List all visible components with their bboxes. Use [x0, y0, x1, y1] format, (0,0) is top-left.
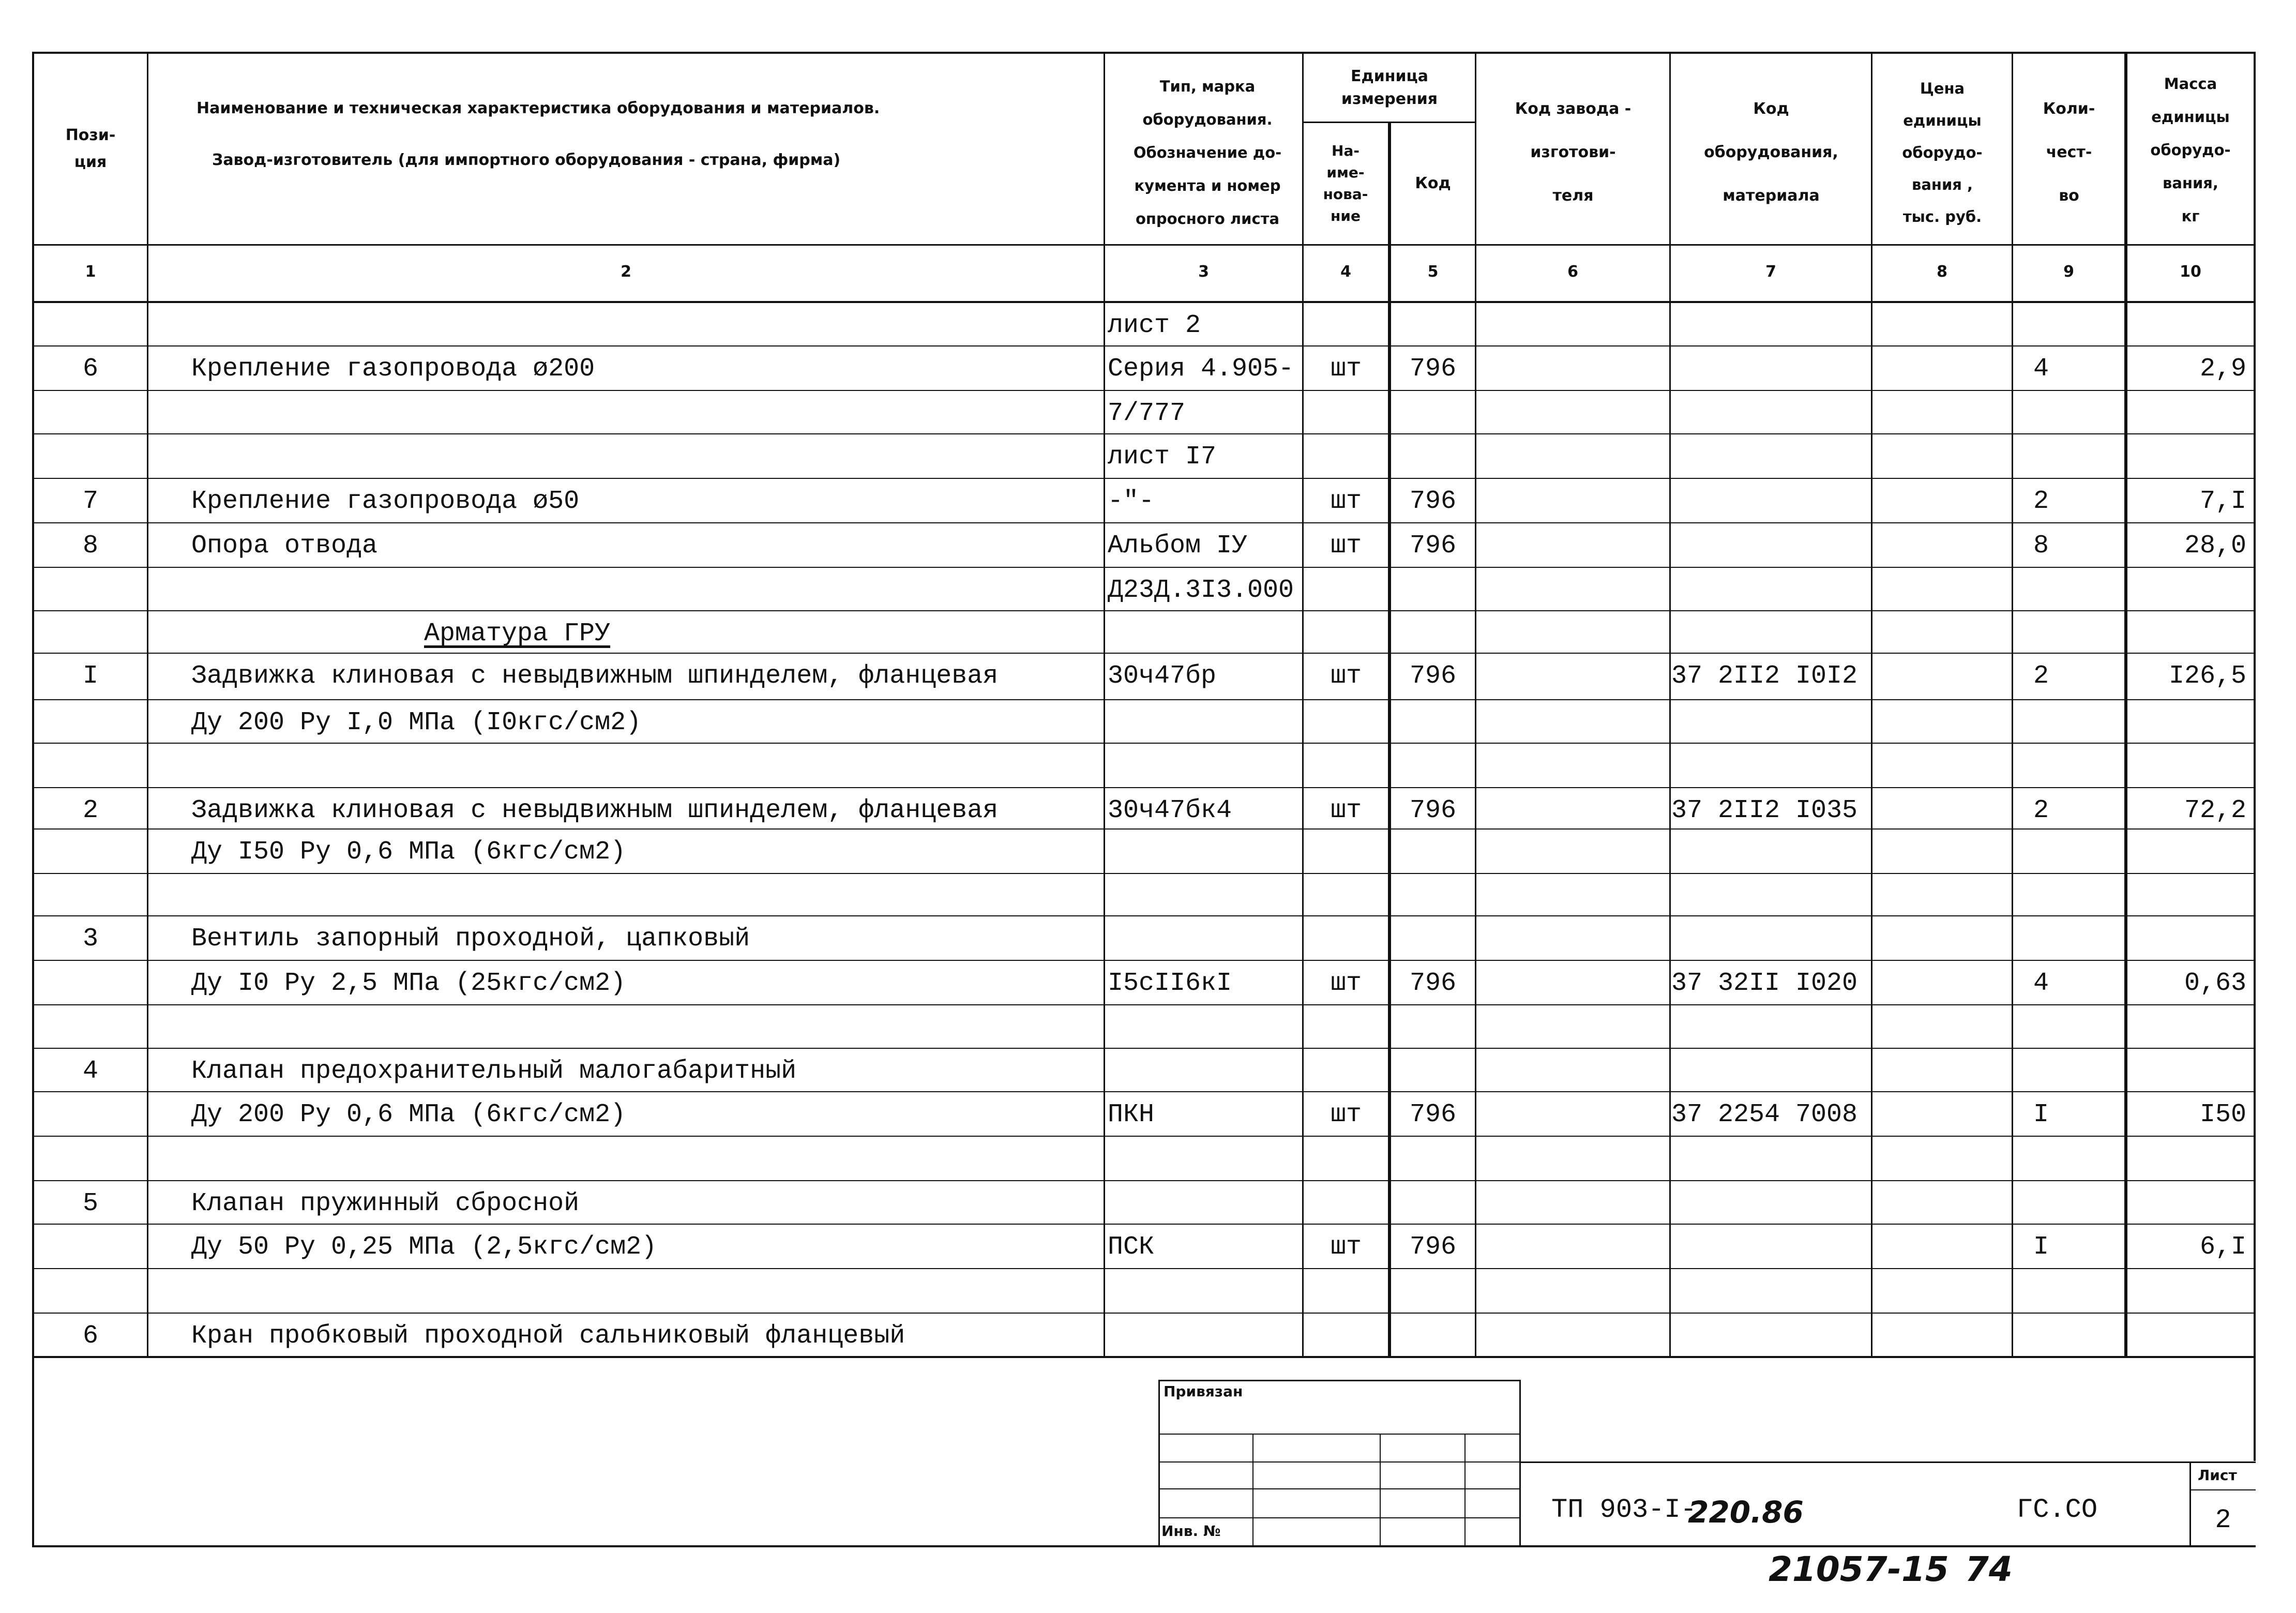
- cell-type: 30ч47бк4: [1108, 796, 1232, 825]
- cell-unit-code: [1391, 916, 1475, 962]
- cell-price: [1873, 391, 2011, 436]
- cell-unit-name: шт: [1330, 661, 1362, 691]
- cell-name: [191, 303, 1101, 349]
- cell-quantity: [2033, 830, 2123, 875]
- cell-type: лист 2: [1108, 311, 1201, 340]
- cell-type: [1108, 916, 1302, 962]
- cell-quantity: I: [2033, 1100, 2049, 1129]
- cell-unit-name: [1304, 568, 1388, 613]
- stamp-line: [1158, 1380, 1520, 1381]
- cell-unit-name: шт: [1330, 487, 1362, 516]
- frame-right: [2254, 52, 2256, 1461]
- frame-top: [32, 52, 2256, 54]
- cell-name: [191, 1269, 1101, 1315]
- cell-equipment-code: [1671, 1181, 1871, 1227]
- cell-unit-code: [1391, 568, 1475, 613]
- cell-unit-code: [1391, 1314, 1475, 1359]
- col-number: 2: [621, 263, 631, 281]
- cell-unit-name: [1304, 916, 1388, 962]
- col-number: 10: [2180, 263, 2201, 281]
- cell-position: I: [82, 661, 98, 691]
- cell-quantity: [2033, 391, 2123, 436]
- header-plant-code: Код завода - изготови- теля: [1515, 100, 1632, 205]
- cell-unit-code: 796: [1409, 354, 1456, 384]
- stamp-list-number: 2: [2215, 1505, 2231, 1535]
- cell-plant-code: [1478, 434, 1668, 480]
- cell-plant-code: [1478, 1137, 1668, 1182]
- cell-price: [1873, 1137, 2011, 1182]
- cell-unit-name: [1304, 830, 1388, 875]
- cell-price: [1873, 1181, 2011, 1227]
- cell-name: [191, 568, 1101, 613]
- cell-unit-name: [1304, 611, 1388, 657]
- cell-unit-code: [1391, 1137, 1475, 1182]
- cell-name: Ду I0 Ру 2,5 МПа (25кгс/см2): [191, 969, 626, 998]
- cell-quantity: [2033, 303, 2123, 349]
- cell-type: -"-: [1108, 487, 1155, 516]
- cell-name: [191, 874, 1101, 919]
- cell-type: Д23Д.3I3.000: [1108, 576, 1294, 605]
- cell-unit-code: 796: [1409, 1232, 1456, 1262]
- cell-position: [36, 1092, 145, 1138]
- footer-handwritten-right: 74: [1965, 1549, 2013, 1589]
- stamp-line: [1380, 1434, 1381, 1545]
- cell-unit-code: 796: [1409, 796, 1456, 825]
- cell-quantity: [2033, 434, 2123, 480]
- cell-quantity: 4: [2033, 969, 2049, 998]
- cell-plant-code: [1478, 303, 1668, 349]
- cell-mass: [2128, 1314, 2246, 1359]
- cell-name: Ду 200 Ру I,0 МПа (I0кгс/см2): [191, 708, 642, 737]
- stamp-list-label: Лист: [2198, 1467, 2237, 1484]
- cell-name: Крепление газопровода ø200: [191, 354, 595, 384]
- cell-unit-code: [1391, 611, 1475, 657]
- cell-position: [36, 830, 145, 875]
- cell-quantity: [2033, 874, 2123, 919]
- stamp-document-number-handwritten: 220.86: [1688, 1495, 1804, 1530]
- cell-equipment-code: [1671, 700, 1871, 746]
- cell-position: [36, 1137, 145, 1182]
- cell-equipment-code: 37 32II I020: [1671, 969, 1858, 998]
- stamp-line: [1252, 1434, 1253, 1545]
- header-type: Тип, марка оборудования. Обозначение до- кумента и номер опросного листа: [1133, 78, 1282, 228]
- cell-quantity: [2033, 1137, 2123, 1182]
- col-number: 3: [1198, 263, 1209, 281]
- stamp-line: [1158, 1434, 1520, 1435]
- cell-mass: 7,I: [2199, 487, 2246, 516]
- header-unit: Единица измерения: [1341, 67, 1438, 108]
- cell-plant-code: [1478, 788, 1668, 834]
- cell-price: [1873, 961, 2011, 1006]
- cell-type: [1108, 700, 1302, 746]
- stamp-inventory-number: Инв. №: [1161, 1522, 1221, 1540]
- cell-equipment-code: 37 2II2 I0I2: [1671, 661, 1858, 691]
- col-line-1: [147, 52, 148, 1357]
- cell-position: [36, 1225, 145, 1270]
- stamp-line: [1519, 1380, 1521, 1546]
- cell-plant-code: [1478, 523, 1668, 569]
- cell-price: [1873, 1225, 2011, 1270]
- cell-equipment-code: [1671, 391, 1871, 436]
- cell-plant-code: [1478, 346, 1668, 392]
- cell-position: 5: [82, 1189, 98, 1218]
- cell-mass: 6,I: [2199, 1232, 2246, 1262]
- cell-mass: [2128, 830, 2246, 875]
- cell-equipment-code: [1671, 1314, 1871, 1359]
- cell-mass: [2128, 611, 2246, 657]
- cell-position: 8: [82, 531, 98, 561]
- cell-price: [1873, 830, 2011, 875]
- cell-quantity: 2: [2033, 487, 2049, 516]
- cell-price: [1873, 479, 2011, 524]
- cell-plant-code: [1478, 654, 1668, 699]
- cell-type: [1108, 1314, 1302, 1359]
- stamp-line: [2189, 1489, 2256, 1490]
- cell-equipment-code: [1671, 916, 1871, 962]
- cell-equipment-code: 37 2254 7008: [1671, 1100, 1858, 1129]
- cell-unit-code: [1391, 744, 1475, 789]
- cell-position: 3: [82, 924, 98, 954]
- stamp-line: [1464, 1434, 1466, 1545]
- cell-type: [1108, 1137, 1302, 1182]
- header-quantity: Коли- чест- во: [2043, 100, 2095, 205]
- cell-unit-name: шт: [1330, 354, 1362, 384]
- cell-quantity: [2033, 1314, 2123, 1359]
- cell-quantity: [2033, 611, 2123, 657]
- cell-type: 30ч47бр: [1108, 661, 1217, 691]
- cell-plant-code: [1478, 874, 1668, 919]
- col-line-7: [1871, 52, 1872, 1357]
- cell-type: [1108, 830, 1302, 875]
- cell-unit-code: [1391, 1005, 1475, 1051]
- stamp-line: [1158, 1517, 1520, 1518]
- col-number: 8: [1937, 263, 1947, 281]
- cell-quantity: I: [2033, 1232, 2049, 1262]
- cell-unit-name: шт: [1330, 969, 1362, 998]
- header-unit-name: На- име- нова- ние: [1323, 142, 1368, 224]
- cell-position: [36, 611, 145, 657]
- cell-equipment-code: [1671, 303, 1871, 349]
- cell-price: [1873, 916, 2011, 962]
- cell-type: ПКН: [1108, 1100, 1155, 1129]
- cell-equipment-code: [1671, 523, 1871, 569]
- cell-plant-code: [1478, 1181, 1668, 1227]
- cell-plant-code: [1478, 700, 1668, 746]
- cell-type: [1108, 1181, 1302, 1227]
- cell-quantity: [2033, 1005, 2123, 1051]
- cell-mass: [2128, 744, 2246, 789]
- cell-type: ПСК: [1108, 1232, 1155, 1262]
- cell-quantity: 4: [2033, 354, 2049, 384]
- cell-equipment-code: [1671, 830, 1871, 875]
- cell-plant-code: [1478, 1269, 1668, 1315]
- cell-unit-code: [1391, 391, 1475, 436]
- cell-price: [1873, 434, 2011, 480]
- cell-equipment-code: [1671, 1225, 1871, 1270]
- cell-price: [1873, 654, 2011, 699]
- header-equipment-code: Код оборудования, материала: [1704, 100, 1838, 205]
- cell-name: Клапан предохранительный малогабаритный: [191, 1057, 797, 1086]
- col-line-6: [1669, 52, 1671, 1357]
- stamp-line: [1519, 1461, 2256, 1463]
- cell-quantity: [2033, 916, 2123, 962]
- cell-mass: I50: [2199, 1100, 2246, 1129]
- cell-quantity: 2: [2033, 796, 2049, 825]
- cell-plant-code: [1478, 1314, 1668, 1359]
- cell-equipment-code: [1671, 434, 1871, 480]
- cell-unit-code: 796: [1409, 661, 1456, 691]
- cell-position: 2: [82, 796, 98, 825]
- cell-mass: [2128, 1005, 2246, 1051]
- cell-name: Задвижка клиновая с невыдвижным шпинделем, фланцевая: [191, 661, 999, 691]
- cell-unit-name: [1304, 744, 1388, 789]
- cell-mass: [2128, 568, 2246, 613]
- cell-unit-name: [1304, 1269, 1388, 1315]
- cell-equipment-code: [1671, 1269, 1871, 1315]
- cell-mass: 2,9: [2199, 354, 2246, 384]
- cell-mass: [2128, 1269, 2246, 1315]
- cell-plant-code: [1478, 391, 1668, 436]
- cell-plant-code: [1478, 1225, 1668, 1270]
- cell-price: [1873, 744, 2011, 789]
- col-number: 7: [1765, 263, 1776, 281]
- cell-unit-code: [1391, 700, 1475, 746]
- cell-price: [1873, 788, 2011, 834]
- cell-unit-name: [1304, 434, 1388, 480]
- cell-unit-name: [1304, 1137, 1388, 1182]
- cell-price: [1873, 611, 2011, 657]
- footer-handwritten-left: 21057-15: [1769, 1549, 1949, 1589]
- col-line-5: [1475, 52, 1476, 1357]
- cell-name: [191, 391, 1101, 436]
- cell-mass: [2128, 434, 2246, 480]
- cell-mass: [2128, 700, 2246, 746]
- cell-name: Клапан пружинный сбросной: [191, 1189, 580, 1218]
- cell-name: Опора отвода: [191, 531, 378, 561]
- cell-price: [1873, 1314, 2011, 1359]
- cell-unit-code: [1391, 1181, 1475, 1227]
- cell-type: Альбом IУ: [1108, 531, 1248, 561]
- cell-mass: [2128, 1137, 2246, 1182]
- cell-equipment-code: 37 2II2 I035: [1671, 796, 1858, 825]
- cell-type: [1108, 1049, 1302, 1094]
- cell-name: Кран пробковый проходной сальниковый фланцевый: [191, 1321, 905, 1351]
- cell-unit-name: [1304, 1314, 1388, 1359]
- cell-quantity: [2033, 1049, 2123, 1094]
- cell-unit-name: шт: [1330, 1232, 1362, 1262]
- stamp-line: [1158, 1488, 1520, 1489]
- cell-plant-code: [1478, 568, 1668, 613]
- cell-position: [36, 568, 145, 613]
- cell-equipment-code: [1671, 874, 1871, 919]
- cell-type: 7/777: [1108, 399, 1186, 428]
- cell-quantity: [2033, 744, 2123, 789]
- col-line-8: [2012, 52, 2013, 1357]
- cell-equipment-code: [1671, 479, 1871, 524]
- cell-unit-code: 796: [1409, 1100, 1456, 1129]
- cell-unit-name: [1304, 1181, 1388, 1227]
- cell-type: лист I7: [1108, 442, 1217, 472]
- stamp-privyazan: Привязан: [1164, 1383, 1243, 1400]
- cell-unit-name: [1304, 391, 1388, 436]
- cell-quantity: 2: [2033, 661, 2049, 691]
- cell-price: [1873, 1005, 2011, 1051]
- cell-name: Арматура ГРУ: [424, 619, 611, 649]
- cell-type: [1108, 611, 1302, 657]
- cell-position: [36, 874, 145, 919]
- frame-bottom: [32, 1545, 2256, 1547]
- cell-unit-code: 796: [1409, 531, 1456, 561]
- cell-mass: [2128, 303, 2246, 349]
- cell-plant-code: [1478, 961, 1668, 1006]
- cell-mass: [2128, 874, 2246, 919]
- cell-unit-code: [1391, 1049, 1475, 1094]
- header-position: Пози- ция: [65, 126, 116, 171]
- cell-price: [1873, 1049, 2011, 1094]
- col-number: 6: [1567, 263, 1578, 281]
- cell-equipment-code: [1671, 568, 1871, 613]
- cell-position: [36, 744, 145, 789]
- cell-unit-code: [1391, 303, 1475, 349]
- cell-unit-name: шт: [1330, 1100, 1362, 1129]
- cell-quantity: [2033, 568, 2123, 613]
- cell-position: [36, 1269, 145, 1315]
- cell-plant-code: [1478, 830, 1668, 875]
- cell-unit-name: [1304, 1049, 1388, 1094]
- cell-equipment-code: [1671, 1137, 1871, 1182]
- cell-price: [1873, 523, 2011, 569]
- cell-name: [191, 1137, 1101, 1182]
- cell-price: [1873, 346, 2011, 392]
- cell-position: 4: [82, 1057, 98, 1086]
- cell-price: [1873, 700, 2011, 746]
- cell-name: Ду 50 Ру 0,25 МПа (2,5кгс/см2): [191, 1232, 657, 1262]
- cell-name: [191, 434, 1101, 480]
- cell-unit-code: [1391, 874, 1475, 919]
- cell-position: [36, 391, 145, 436]
- cell-plant-code: [1478, 611, 1668, 657]
- cell-plant-code: [1478, 744, 1668, 789]
- cell-type: [1108, 1005, 1302, 1051]
- cell-position: 7: [82, 487, 98, 516]
- cell-equipment-code: [1671, 1005, 1871, 1051]
- cell-unit-name: шт: [1330, 531, 1362, 561]
- cell-unit-code: 796: [1409, 487, 1456, 516]
- cell-unit-name: [1304, 874, 1388, 919]
- cell-position: [36, 700, 145, 746]
- unit-subheader-line: [1302, 122, 1476, 123]
- cell-type: I5сII6кI: [1108, 969, 1232, 998]
- cell-name: Ду I50 Ру 0,6 МПа (6кгс/см2): [191, 837, 626, 867]
- cell-unit-code: [1391, 1269, 1475, 1315]
- cell-price: [1873, 1269, 2011, 1315]
- cell-name: [191, 1005, 1101, 1051]
- cell-plant-code: [1478, 1005, 1668, 1051]
- col-line-2: [1104, 52, 1105, 1357]
- cell-mass: [2128, 1049, 2246, 1094]
- cell-equipment-code: [1671, 1049, 1871, 1094]
- header-bottom-line: [32, 244, 2256, 246]
- cell-name: Вентиль запорный проходной, цапковый: [191, 924, 750, 954]
- stamp-line: [1158, 1380, 1160, 1546]
- cell-position: 6: [82, 1321, 98, 1351]
- header-name-line1: Наименование и техническая характеристика оборудования и материалов.: [197, 99, 880, 117]
- cell-quantity: 8: [2033, 531, 2049, 561]
- cell-mass: 0,63: [2184, 969, 2246, 998]
- cell-unit-code: [1391, 434, 1475, 480]
- cell-type: [1108, 744, 1302, 789]
- cell-price: [1873, 1092, 2011, 1138]
- header-name-line2: Завод-изготовитель (для импортного оборудования - страна, фирма): [212, 151, 841, 169]
- cell-position: [36, 1005, 145, 1051]
- col-number: 4: [1340, 263, 1351, 281]
- header-mass: Масса единицы оборудо- вания, кг: [2150, 75, 2231, 225]
- cell-quantity: [2033, 700, 2123, 746]
- cell-unit-code: [1391, 830, 1475, 875]
- cell-plant-code: [1478, 1092, 1668, 1138]
- cell-position: [36, 961, 145, 1006]
- cell-mass: I26,5: [2168, 661, 2246, 691]
- cell-price: [1873, 303, 2011, 349]
- cell-quantity: [2033, 1269, 2123, 1315]
- col-line-3: [1302, 52, 1304, 1357]
- header-price: Цена единицы оборудо- вания , тыс. руб.: [1902, 80, 1983, 225]
- cell-name: Ду 200 Ру 0,6 МПа (6кгс/см2): [191, 1100, 626, 1129]
- cell-equipment-code: [1671, 611, 1871, 657]
- header-unit-code: Код: [1415, 174, 1451, 192]
- cell-type: [1108, 874, 1302, 919]
- col-number: 9: [2063, 263, 2074, 281]
- cell-name: [191, 744, 1101, 789]
- cell-mass: [2128, 391, 2246, 436]
- cell-price: [1873, 568, 2011, 613]
- cell-position: [36, 303, 145, 349]
- cell-position: [36, 434, 145, 480]
- cell-unit-code: 796: [1409, 969, 1456, 998]
- cell-mass: [2128, 1181, 2246, 1227]
- stamp-code: ГС.СО: [2017, 1495, 2098, 1525]
- cell-name: Крепление газопровода ø50: [191, 487, 580, 516]
- col-number: 5: [1427, 263, 1439, 281]
- cell-unit-name: [1304, 700, 1388, 746]
- cell-unit-name: [1304, 303, 1388, 349]
- col-line-9: [2124, 52, 2127, 1357]
- cell-type: [1108, 1269, 1302, 1315]
- col-number: 1: [85, 263, 96, 281]
- cell-type: Серия 4.905-: [1108, 354, 1294, 384]
- cell-unit-name: [1304, 1005, 1388, 1051]
- cell-equipment-code: [1671, 346, 1871, 392]
- cell-mass: [2128, 916, 2246, 962]
- cell-unit-name: шт: [1330, 796, 1362, 825]
- cell-plant-code: [1478, 479, 1668, 524]
- stamp-line: [1158, 1461, 1520, 1463]
- cell-price: [1873, 874, 2011, 919]
- cell-mass: 28,0: [2184, 531, 2246, 561]
- cell-plant-code: [1478, 916, 1668, 962]
- cell-plant-code: [1478, 1049, 1668, 1094]
- cell-position: 6: [82, 354, 98, 384]
- cell-mass: 72,2: [2184, 796, 2246, 825]
- cell-equipment-code: [1671, 744, 1871, 789]
- cell-name: Задвижка клиновая с невыдвижным шпинделем, фланцевая: [191, 796, 999, 825]
- stamp-document-prefix: ТП 903-I-: [1551, 1495, 1697, 1525]
- cell-quantity: [2033, 1181, 2123, 1227]
